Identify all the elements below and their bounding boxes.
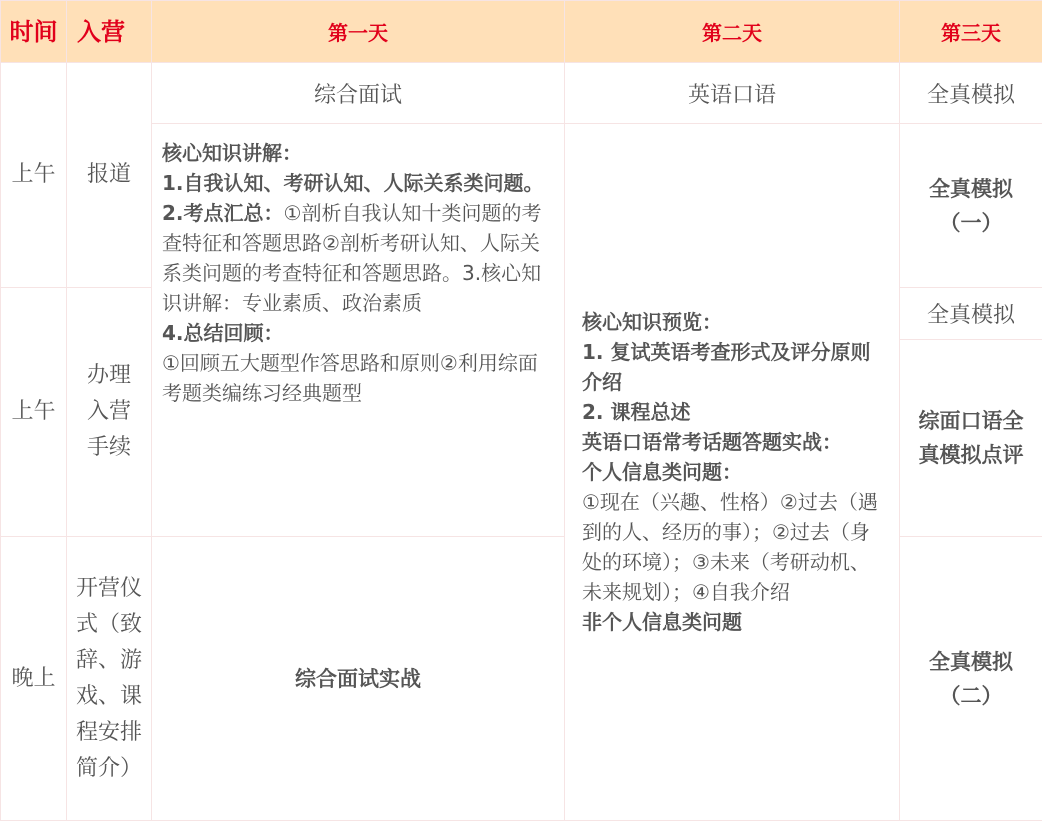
day3-review-line-2: 真模拟点评 [918, 443, 1024, 467]
header-time: 时间 [1, 1, 67, 63]
day1-point-2-text: ①剖析自我认知十类问题的考查特征和答题思路②剖析考研认知、人际关系类问题的考查特征和答题思路。3.核心知识讲解：专业素质、政治素质 [162, 201, 542, 315]
camp-registration-line-2: 入营 [86, 399, 131, 424]
day2-content [565, 124, 900, 821]
day1-point-1: 1.自我认知、考研认知、人际关系类问题。 [162, 171, 544, 195]
camp-opening-line-2: 式（致 [75, 611, 142, 637]
day3-mock-1-line-2: （一） [939, 210, 1003, 235]
day2-subject: 英语口语 [565, 63, 900, 124]
header-day3: 第三天 [900, 1, 1042, 63]
camp-registration-line-3: 手续 [86, 435, 131, 460]
day3-mock-2-line-2: （二） [939, 683, 1003, 708]
camp-opening-line-5: 程安排 [75, 719, 142, 745]
camp-opening-line-3: 辞、游 [75, 647, 142, 673]
day1-subject: 综合面试 [152, 63, 565, 124]
camp-opening-line-6: 简介） [75, 755, 142, 781]
header-row [1, 1, 1042, 63]
day1-heading: 核心知识讲解： [162, 141, 302, 165]
day3-subject: 全真模拟 [900, 63, 1042, 124]
day3-review-line-1: 综面口语全 [918, 409, 1024, 433]
camp-opening-line-1: 开营仪 [75, 575, 142, 601]
time-morning-2: 上午 [1, 288, 67, 537]
camp-registration-line-1: 办理 [86, 363, 131, 388]
header-day1: 第一天 [152, 1, 565, 63]
day2-point-2: 2. 课程总述 [582, 400, 691, 424]
day3-mock-2 [900, 537, 1042, 821]
day3-mock-2-line-1: 全真模拟 [929, 649, 1013, 674]
camp-opening [67, 537, 152, 821]
day1-point-2 [162, 198, 554, 318]
time-evening: 晚上 [1, 537, 67, 821]
day3-mock-label: 全真模拟 [900, 288, 1042, 340]
day1-point-4-text: ①回顾五大题型作答思路和原则②利用综面考题类编练习经典题型 [162, 351, 538, 405]
camp-checkin: 报道 [67, 63, 152, 288]
day2-nonpersonal-heading: 非个人信息类问题 [582, 610, 742, 634]
camp-registration [67, 288, 152, 537]
day1-point-2-label: 2.考点汇总： [162, 201, 284, 225]
day2-personal-heading: 个人信息类问题： [582, 460, 742, 484]
header-day2: 第二天 [565, 1, 900, 63]
day3-review [900, 340, 1042, 537]
day1-content [152, 124, 565, 537]
day2-heading: 核心知识预览： [582, 310, 722, 334]
morning-row-1 [1, 124, 1042, 288]
day1-practice: 综合面试实战 [152, 537, 565, 821]
day3-mock-1-line-1: 全真模拟 [929, 176, 1013, 201]
day2-personal-text: ①现在（兴趣、性格）②过去（遇到的人、经历的事）；②过去（身处的环境）；③未来（考研动机、未来规划）；④自我介绍 [582, 490, 878, 604]
header-camp: 入营 [67, 1, 152, 63]
day2-point-1: 1. 复试英语考查形式及评分原则介绍 [582, 340, 871, 394]
time-morning-1: 上午 [1, 63, 67, 288]
day2-speaking-heading: 英语口语常考话题答题实战： [582, 430, 842, 454]
day1-point-4-label: 4.总结回顾： [162, 321, 284, 345]
camp-opening-text [76, 571, 142, 787]
day3-mock-1 [900, 124, 1042, 288]
camp-opening-line-4: 戏、课 [75, 683, 142, 709]
subheader-row [1, 63, 1042, 124]
